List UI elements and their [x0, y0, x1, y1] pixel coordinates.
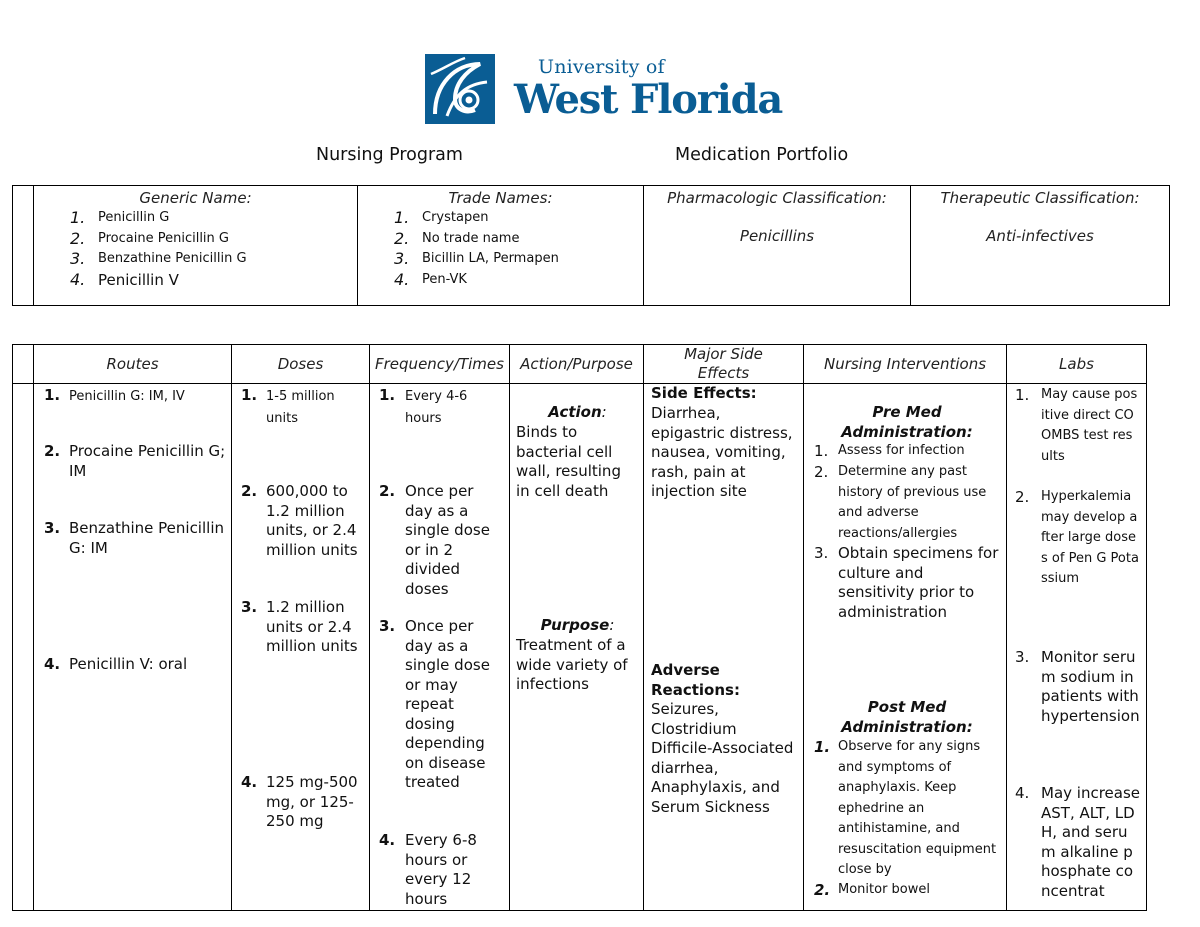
header-side-effects: Major Side Effects	[644, 345, 804, 384]
list-item: 3. Bicillin LA, Permapen	[394, 249, 559, 268]
medication-details-table	[12, 344, 1147, 911]
header-frequency: Frequency/Times	[370, 345, 510, 384]
pharmacologic-label: Pharmacologic Classification:	[667, 189, 887, 207]
list-item: 4. Pen-VK	[394, 269, 467, 289]
labs-cell	[1007, 384, 1147, 911]
list-item: 2. Monitor bowel	[814, 881, 930, 899]
logo-line2: West Florida	[514, 76, 783, 123]
action-heading: Action:	[548, 403, 607, 421]
post-med-heading: Post Med Administration:	[841, 698, 973, 736]
list-item: 1. Crystapen	[394, 208, 489, 227]
header-action: Action/Purpose	[510, 345, 644, 384]
header-doses: Doses	[232, 345, 370, 384]
list-item: 4. 125 mg-500 mg, or 125-250 mg	[241, 773, 358, 830]
side-effects-heading: Side Effects:	[651, 384, 757, 402]
header-interventions: Nursing Interventions	[804, 345, 1007, 384]
frequency-cell	[370, 384, 510, 911]
list-item: 1. Penicillin G: IM, IV	[44, 386, 185, 404]
side-effects-text: Diarrhea, epigastric distress, nausea, vomiting, rash, pain at injection site	[651, 404, 793, 500]
list-item: 4. Penicillin V	[70, 269, 179, 289]
interventions-cell	[804, 384, 1007, 911]
list-item: 2. Determine any past history of previous use and adverse reactions/allergies	[814, 463, 987, 541]
list-item: 1. May cause positive direct COOMBS test results	[1015, 386, 1138, 464]
pre-med-heading: Pre Med Administration:	[841, 403, 973, 441]
header-labs: Labs	[1007, 345, 1147, 384]
adverse-reactions-heading: Adverse Reactions:	[651, 661, 740, 699]
university-logo	[425, 52, 783, 128]
trade-names-list	[394, 208, 643, 290]
row-marker	[13, 345, 34, 384]
logo-line1: University of	[538, 56, 665, 78]
adverse-reactions-text: Seizures, Clostridium Difficile-Associated diarrhea, Anaphylaxis, and Serum Sickness	[651, 700, 794, 816]
list-item: 2. Hyperkalemia may develop after large doses of Pen G Potassium	[1015, 488, 1139, 586]
portfolio-title: Medication Portfolio	[675, 145, 849, 165]
list-item: 2. Procaine Penicillin G	[70, 228, 229, 248]
list-item: 4. Penicillin V: oral	[44, 655, 188, 673]
trade-names-label: Trade Names:	[448, 189, 553, 207]
list-item: 2. No trade name	[394, 228, 520, 248]
list-item: 3. Once per day as a single dose or may repeat dosing depending on disease treated	[379, 617, 490, 791]
doses-cell	[232, 384, 370, 911]
row-marker	[13, 186, 34, 306]
trade-names-cell	[358, 186, 644, 306]
list-item: 1. Penicillin G	[70, 208, 170, 227]
list-item: 1. Observe for any signs and symptoms of anaphylaxis. Keep ephedrine an antihistamine, and resuscitation equipment close by	[814, 738, 997, 877]
pharmacologic-value: Penicillins	[739, 227, 815, 245]
therapeutic-label: Therapeutic Classification:	[940, 189, 1140, 207]
list-item: 3. Monitor serum sodium in patients with hypertension	[1015, 648, 1140, 725]
therapeutic-value: Anti-infectives	[986, 227, 1094, 245]
generic-name-cell	[34, 186, 358, 306]
list-item: 2. Once per day as a single dose or in 2 divided doses	[379, 482, 490, 598]
purpose-heading: Purpose:	[540, 616, 615, 634]
side-effects-cell	[644, 384, 804, 911]
generic-name-label: Generic Name:	[139, 189, 252, 207]
header-routes: Routes	[34, 345, 232, 384]
list-item: 1. 1-5 million units	[241, 386, 335, 426]
drug-identification-table	[12, 185, 1170, 306]
list-item: 4. May increase AST, ALT, LDH, and serum alkaline phosphate concentrat	[1015, 784, 1141, 900]
list-item: 2. 600,000 to 1.2 million units, or 2.4 million units	[241, 482, 358, 559]
action-text: Binds to bacterial cell wall, resulting in cell death	[516, 423, 621, 500]
list-item: 4. Every 6-8 hours or every 12 hours	[379, 831, 477, 908]
therapeutic-cell	[911, 186, 1170, 306]
list-item: 3. 1.2 million units or 2.4 million units	[241, 598, 358, 655]
action-purpose-cell	[510, 384, 644, 911]
nautilus-shell-icon	[425, 54, 501, 126]
list-item: 2. Procaine Penicillin G; IM	[44, 442, 226, 480]
list-item: 1. Assess for infection	[814, 442, 965, 460]
program-title: Nursing Program	[316, 145, 463, 165]
row-marker	[13, 384, 34, 911]
pharmacologic-cell	[644, 186, 911, 306]
list-item: 3. Benzathine Penicillin G	[70, 249, 247, 268]
list-item: 3. Obtain specimens for culture and sensitivity prior to administration	[814, 544, 999, 621]
list-item: 1. Every 4-6 hours	[379, 386, 468, 426]
routes-cell	[34, 384, 232, 911]
generic-name-list	[70, 208, 357, 290]
purpose-text: Treatment of a wide variety of infections	[516, 636, 628, 693]
list-item: 3. Benzathine Penicillin G: IM	[44, 519, 224, 557]
